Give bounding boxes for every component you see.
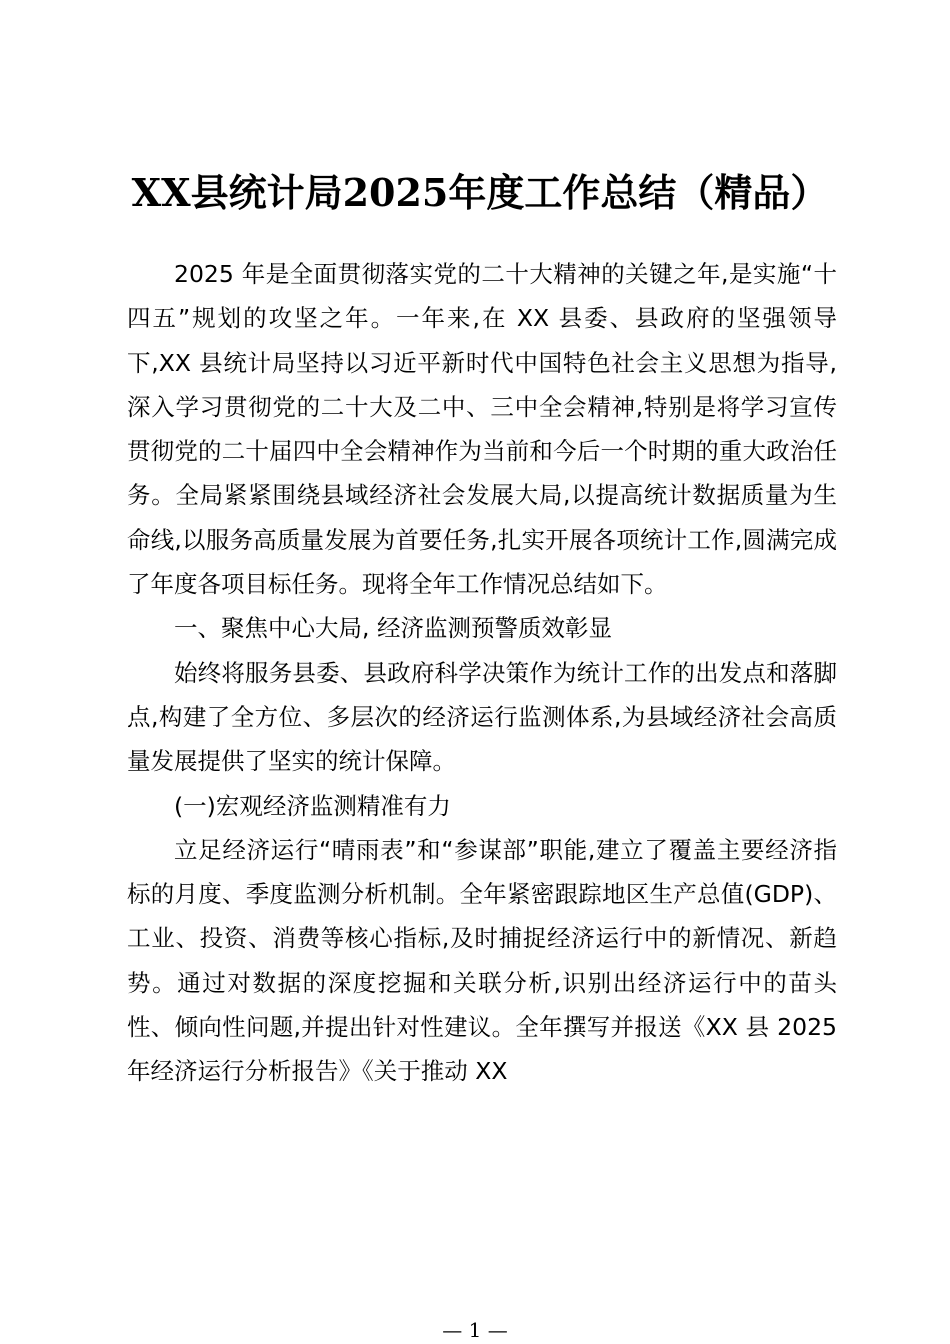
page-number: — 1 —	[442, 1318, 508, 1342]
document-title: XX县统计局2025年度工作总结（精品）	[131, 170, 829, 215]
subsection-heading-1: (一)宏观经济监测精准有力	[174, 791, 451, 820]
section-1-paragraph: 始终将服务县委、县政府科学决策作为统计工作的出发点和落脚点,构建了全方位、多层次的经济运行监测体系,为县域经济社会高质量发展提供了坚实的统计保障。	[127, 658, 837, 776]
document-body	[127, 252, 837, 1094]
section-heading-1: 一、聚焦中心大局, 经济监测预警质效彰显	[174, 614, 612, 643]
intro-paragraph: 2025 年是全面贯彻落实党的二十大精神的关键之年,是实施“十四五”规划的攻坚之年。一年来,在 XX 县委、县政府的坚强领导下,XX 县统计局坚持以习近平新时代中国特色社会主义思想为指导,深入学习贯彻党的二十大及二中、三中全会精神,特别是将学习宣传贯彻党的二十届四中全会精神作为当前和今后一个时期的重大政治任务。全局紧紧围绕县域经济社会发展大局,以提高统计数据质量为生命线,以服务高质量发展为首要任务,扎实开展各项统计工作,圆满完成了年度各项目标任务。现将全年工作情况总结如下。	[127, 260, 837, 599]
subsection-1-paragraph: 立足经济运行“晴雨表”和“参谋部”职能,建立了覆盖主要经济指标的月度、季度监测分析机制。全年紧密跟踪地区生产总值(GDP)、工业、投资、消费等核心指标,及时捕捉经济运行中的新情况、新趋势。通过对数据的深度挖掘和关联分析,识别出经济运行中的苗头性、倾向性问题,并提出针对性建议。全年撰写并报送《XX 县 2025 年经济运行分析报告》《关于推动 XX	[127, 835, 837, 1086]
